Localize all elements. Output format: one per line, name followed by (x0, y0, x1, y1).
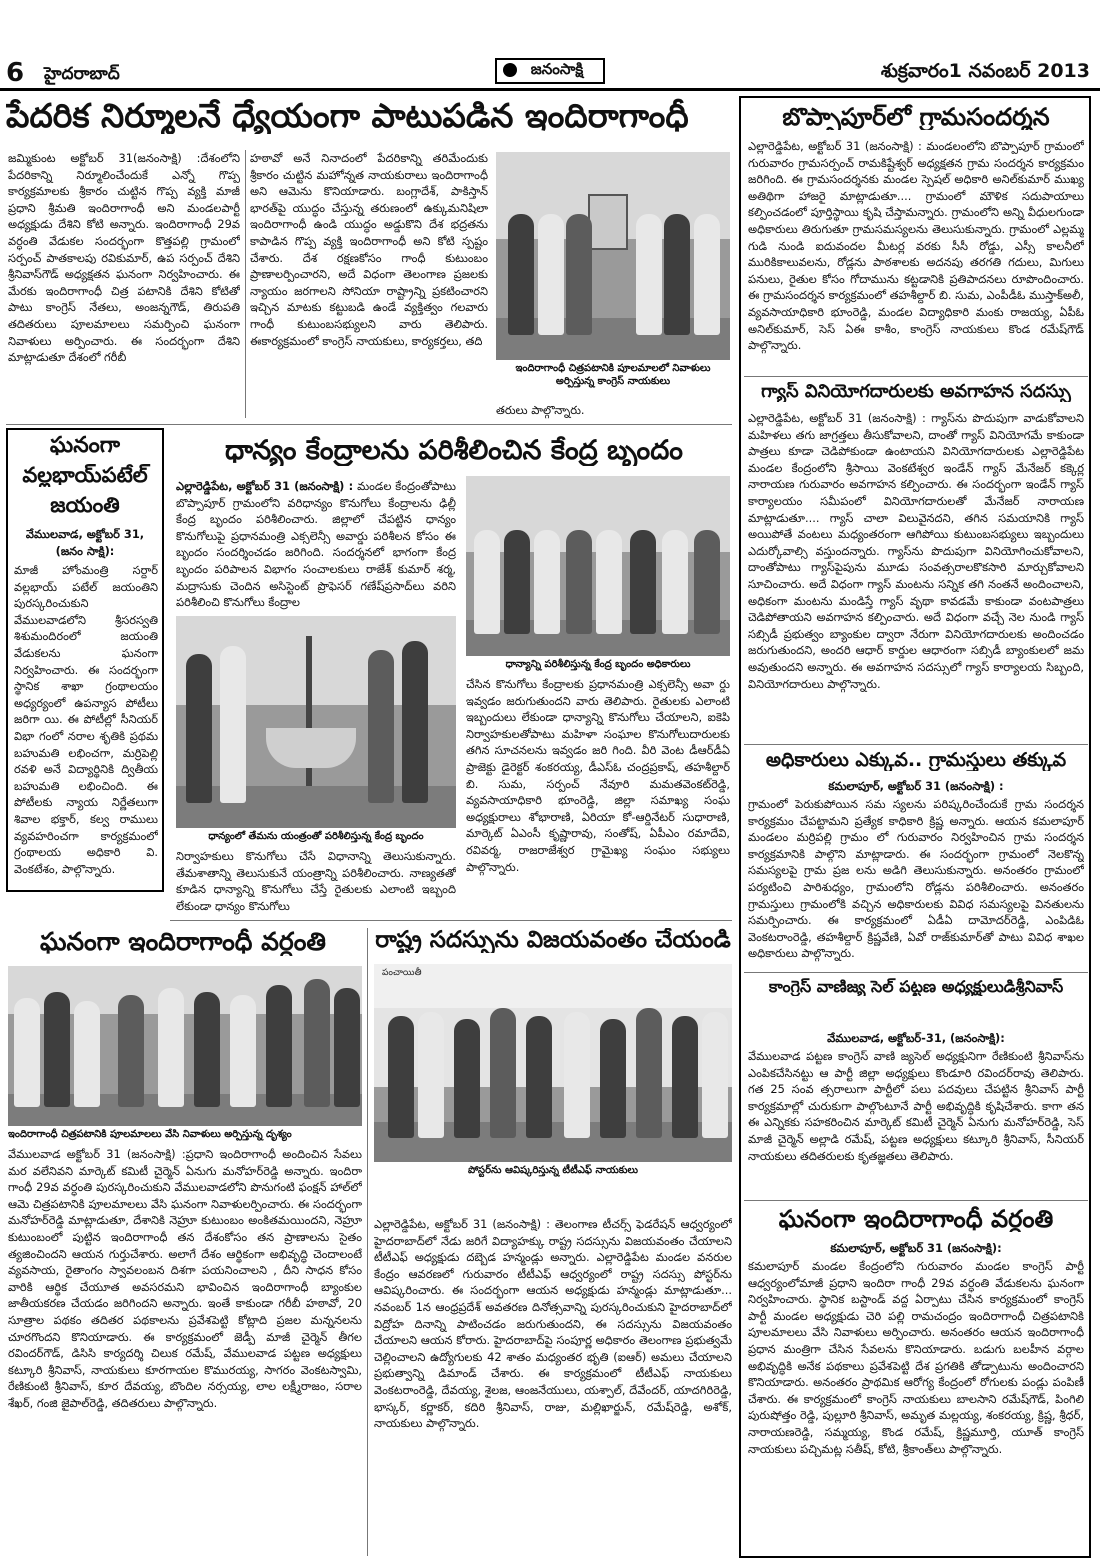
portrait-frame (588, 194, 628, 250)
congress-byline: వేములవాడ, అక్టోబర్-31, (జనంసాక్షి): (827, 1031, 1005, 1045)
column-divider (367, 928, 368, 1556)
lead-photo-caption: ఇందిరాగాంధీ చిత్రపటానికి పూలమాలలో నివాళులు అర్పిస్తున్న కాంగ్రెస్ నాయకులు (515, 363, 711, 387)
grain-headline: ధాన్యం కేంద్రాలను పరిశీలించిన కేంద్ర బృందం (225, 436, 683, 466)
anniv-headline: ఘనంగా ఇందిరాగాంధీ వర్ధంతి (40, 928, 326, 956)
patel-headline-3: జయంతి (50, 494, 120, 517)
issue-date: శుక్రవారం1 నవంబర్ 2013 (880, 60, 1090, 82)
kamalapur-byline: కమలాపూర్, అక్టోబర్ 31 (జనంసాక్షి): (830, 1241, 1002, 1255)
patel-body: మాజీ హోంమంత్రి సర్దార్ వల్లభాయ్ పటేల్ జయంతిని పురస్కరించుకుని వేములవాడలోని శ్రీసరస్వతి శిశుమందిరంలో జయంతి వేడుకలను ఘనంగా నిర్వహించారు. ఈ సందర్భంగా స్థానిక శాఖా గ్రంథాలయం అధ్యర్యంలో ఉపన్యాస పోటీలు జరిగా యి. ఈ పోటీల్లో సీనియర్ విభా గంలో నరాల శృతికి ప్రథమ బహుమతి లభించగా, మర్రిపెల్లి రవళి అనే విద్యార్థినికి ద్వితీయ బహుమతి లభించింది. ఈ పోటీలకు న్యాయ నిర్ణేతలుగా శివాల భక్తార్, కల్వ రాములు వ్యవహరించగా కార్యక్రమంలో గ్రంథాలయ అధికారి వి. వెంకటేశం, పాల్గొన్నారు. (14, 563, 158, 876)
rally-body: ఎల్లారెడ్డిపేట, అక్టోబర్ 31 (జనంసాక్షి) : తెలంగాణ టీచర్స్ ఫెడరేషన్ ఆధ్వర్యంలో హైదరాబాద్‌లో నేడు జరిగే విద్యాహక్కు రాష్ట్ర సదస్సును విజయవంతం చేయాలని టీటీఎఫ్ అధ్యక్షుడు దబ్బెడ హన్మండ్లు అన్నారు. ఎల్లారెడ్డిపేట మండల వనరుల కేంద్రం ఆవరణలో గురువారం టీటీఎఫ్ ఆధ్వర్యంలో రాష్ట్ర సదస్సు పోస్టర్‌ను ఆవిష్కరించారు. ఈ సందర్భంగా ఆయన అధ్యక్షుడు హన్మండ్లు మాట్లాడుతూ... నవంబర్ 1న ఆంధ్రప్రదేశ్ అవతరణ దినోత్సవాన్ని పురస్కరించుకుని హైదరాబాద్‌లో విద్రోహ దినాన్ని పాటించడం జరుగుతుందని, ఈ సదస్సును విజయవంతం చేయాలని ఆయన కోరారు. హైదరాబాద్‌పై సంపూర్ణ అధికారం తెలంగాణ ప్రభుత్వమే చెల్లించాలని ఉద్యోగులకు 42 శాతం మధ్యంతర భృతి (ఐఆర్) అమలు చేయాలని ప్రభుత్వాన్ని డిమాండ్ చేశారు. ఈ కార్యక్రమంలో టీటీఎఫ్ నాయకులు వెంకటరాంరెడ్డి, దేవయ్య, శైలజ, ఆంజనేయులు, యశ్పాల్, దేవేందర్, యాదగిరిరెడ్డి, భాస్కర్, కర్ణాకర్, కదిరి శ్రీనివాస్, రాజు, మల్లిఖార్జున్, రమేష్‌రెడ్డి, అశోక్, నాయకులు పాల్గొన్నారు. (374, 1217, 732, 1431)
grain-photo-2-caption: ధాన్యంలో తేమను యంత్రంతో పరిశీలిస్తున్న కేంద్ర బృందం (208, 831, 424, 842)
grain-col1-tail: నిర్వాహకులు కొనుగోలు చేసే విధానాన్ని తెలుసుకున్నారు. తేమశాతాన్ని తెలుసుకునే యంత్రాన్ని పరిశీలించారు. నాణ్యతతో కూడిన ధాన్యాన్ని కొనుగోలు చేస్తే రైతులకు ఎలాంటి ఇబ్బంది లేకుండా ధాన్యం కొనుగోలు (176, 849, 456, 913)
patel-byline: వేములవాడ, అక్టోబర్ 31, (జనం సాక్షి): (25, 527, 145, 558)
patel-headline-2: వల్లభాయ్‌పటేల్ (22, 464, 148, 487)
lead-photo (496, 152, 730, 360)
column-divider (245, 150, 246, 418)
rally-headline: రాష్ట్ర సదస్సును విజయవంతం చేయండి (375, 928, 731, 953)
lead-col1: జమ్మికుంట అక్టోబర్ 31(జనంసాక్షి) :దేశంలోని పేదరికాన్ని నిర్మూలించేందుకే ఎన్నో గొప్ప కార్యక్రమాలకు శ్రీకారం చుట్టిన గొప్ప వ్యక్తి మాజీ ప్రధాని శ్రీమతి ఇందిరాగాంధీ అని మండలపార్టీ అధ్యక్షుడు దేశిని కోటి అన్నారు. ఇందిరాగాంధీ 29వ వర్ధంతి వేడుకల సందర్భంగా కొత్తపల్లి గ్రామంలో సర్పంచ్ పాతకాలపు రవికుమార్, ఉప సర్పంచ్ దేశిని శ్రీనివాస్‌గౌడ్ అధ్యక్షతన ఘనంగా నిర్వహించారు. ఈ మేరకు ఇందిరాగాంధీ చిత్ర పటానికి దేశిని కోటితో పాటు కాంగ్రెస్ నేతలు, అంజన్నగౌడ్, తిరుపతి తదితరులు పూలమాలలు సమర్పించి ఘనంగా నివాళులు అర్పించారు. ఈ సందర్భంగా దేశిని మాట్లాడుతూ దేశంలో గరీబీ (8, 151, 240, 365)
anniv-photo (8, 966, 362, 1126)
grain-col1: మండల కేంద్రంతోపాటు బొప్పాపూర్ గ్రామంలోని వరిధాన్యం కొనుగోలు కేంద్రాలను ఢిల్లీ కేంద్ర బృందం పరిశీలించారు. జిల్లాలో చేపట్టిన ధాన్యం కొనుగోలుపై ప్రధానమంత్రి ఎక్సలెన్సీ అవార్డు పరిశీలన కోసం ఈ బృందం సందర్శించడం జరిగింది. సందర్శనలో భాగంగా కేంద్ర బృందం పరిపాలన విభాగం సంచాలకులు రాజేశ్ కుమార్ శర్మ, మద్రాసుకు చెందిన అసిస్టెంట్ ప్రొఫెసర్ గణేష్‌ప్రసాద్‌లు వరిని పరిశీలించి కొనుగోలు కేంద్రాల (176, 479, 456, 610)
grain-photo-1 (466, 476, 730, 656)
grain-byline: ఎల్లారెడ్డిపేట, అక్టోబర్ 31 (జనంసాక్షి) : (176, 479, 354, 493)
masthead-rule (0, 88, 1100, 91)
lead-col3-tail: తరులు పాల్గొన్నారు. (496, 403, 585, 417)
weighing-bowl (266, 728, 356, 768)
section-divider (6, 424, 732, 425)
section-divider (170, 920, 732, 921)
building-sign: పంచాయితీ (382, 968, 422, 978)
kamalapur-body: కమలాపూర్ మండల కేంద్రంలోని గురువారం మండల కాంగ్రెస్ పార్టీ ఆధ్వర్యంలోమాజీ ప్రధాని ఇందిరా గాంధీ 29వ వర్ధంతి వేడుకలను ఘనంగా నిర్వహించారు. స్థానిక బస్టాండ్ వద్ద ఏర్పాటు చేసిన కార్యక్రమంలో కాంగ్రెస్ పార్టీ మండల అధ్యక్షుడు చెరి పల్లి రామచంద్రం ఇందిరాగాంధీ చిత్రపటానికి పూలమాలలు వేసి నివాళులు అర్పించారు. అనంతరం ఆయన ఇందిరాగాంధీ ప్రధాన మంత్రిగా చేసిన సేవలను కొనియాడారు. బడుగు బలహీన వర్గాల అభివృద్ధికి అనేక పథకాలు ప్రవేశపెట్టి దేశ ప్రగతికి తోడ్పాటును అందించారని కొనియాడారు. అనంతరం ప్రాథమిక ఆరోగ్య కేంద్రంలో రోగులకు పండ్లు పంపిణీ చేశారు. ఈ కార్యక్రమంలో కాంగ్రెస్ నాయకులు బాలసాని రమేష్‌గౌడ్, పింగిలి పురుషోత్తం రెడ్డి, పుల్లూరి శ్రీనివాస్, అమృత మల్లయ్య, శంకరయ్య, క్రిష్ణ, శ్రీధర్, నారాయణరెడ్డి, సమ్మయ్య, కొండ రమేష్, క్రిష్ణమూర్తి, యూత్ కాంగ్రెస్ నాయకులు పచ్చిమట్ల సతీష్, కోటి, శ్రీకాంత్‌లు పాల్గొన్నారు. (748, 1259, 1084, 1456)
page-number: 6 (6, 58, 25, 88)
bop-body: ఎల్లారెడ్డిపేట, అక్టోబర్ 31 (జనంసాక్షి) : మండలంలోని బొప్పాపూర్ గ్రామంలో గురువారం గ్రామసర్పంచ్ రామకిష్టేశ్వర్ అధ్యక్షతన గ్రామ సందర్శన కార్యక్రమం జరిగింది. ఈ గ్రామసందర్శనకు మండల స్పెషల్ అధికారి అనిల్‌కుమార్ ముఖ్య అతిథిగా హాజరై మాట్లాడుతూ.... గ్రామంలో మౌళిక సదుపాయాలు కల్పించడంలో పూర్తిస్థాయి కృషి చేస్తామన్నారు. గ్రామంలోని అన్ని వీధులగుండా అధికారులు తిరుగుతూ గ్రామసమస్యలను తెలుసుకున్నారు. గ్రామంలో ఎల్లమ్మ గుడి నుండి ఐదువందల మీటర్ల వరకు సీసీ రోడ్డు, ఎస్సీ కాలనీలో మురికికాలువలను, రోడ్లను పాఠశాలకు అదనపు తరగతి గదులు, మిగులు పనులు, రైతుల కోసం గోదామును కట్టడానికి ప్రతిపాదనలు రూపొందించారు. ఈ గ్రామసందర్శన కార్యక్రమంలో తహశీల్దార్ బి. సుమ, ఎంపీడీఓ ముస్తాక్‌అలీ, వ్యవసాయాధికారి భూంరెడ్డి, మండల విద్యాధికారి మంకు రాజయ్య, ఏపీఓ అనిల్‌కుమార్, సెస్ ఏఈ కాశీం, కాంగ్రెస్ నాయకులు కొండ రమేష్‌గౌడ్ పాల్గొన్నారు. (748, 139, 1084, 353)
section-divider (744, 1200, 1088, 1201)
section-divider (744, 744, 1088, 745)
grain-photo-2 (176, 616, 456, 828)
grain-photo-1-caption: ధాన్యాన్ని పరిశీలిస్తున్న కేంద్ర బృందం అధికారులు (505, 659, 691, 670)
section-divider (744, 972, 1088, 973)
edition-city: హైదరాబాద్ (44, 64, 120, 84)
officials-headline: అధికారులు ఎక్కువ.. గ్రామస్తులు తక్కువ (765, 750, 1067, 771)
gas-headline: గ్యాస్ వినియోగదారులకు అవగాహన సదస్సు (761, 382, 1071, 402)
gas-body: ఎల్లారెడ్డిపేట, అక్టోబర్ 31 (జనంసాక్షి) : గ్యాస్‌ను పొదుపుగా వాడుకోవాలని మహిళలు తగు జాగ్రత్తలు తీసుకోవాలని, దాంతో గ్యాస్ వినియోగమే కాకుండా పాత్రలు కూడా చెడిపోకుండా ఉంటాయని వినియోగదారులకు ఎల్లారెడ్డిపేట మండల కేంద్రంలోని శ్రీసాయి వెంకటేశ్వర ఇండేన్ గ్యాస్ మేనేజర్ కక్కెర్ల నారాయణ గురువారం అవగాహన కల్పించారు. ఈ సందర్భంగా ఇండేన్ గ్యాస్ కార్యాలయం సమీపంలో వినియోగదారులతో మేనేజర్ నారాయణ మాట్లాడుతూ.... గ్యాస్ చాలా విలువైనదని, తగిన సమయానికి గ్యాస్ అయిపోతే వంటలు మధ్యంతరంగా ఆగిపోయి కుటుంబసభ్యులు ఇబ్బందులు ఎదుర్కోవాల్సి వస్తుందన్నారు. గ్యాస్‌ను పొదుపుగా వినియోగించుకోవాలని, దాంతోపాటు గ్యాస్‌పైపును మూడు సంవత్సరాలకొకసారి మార్చుకోవాలని సూచించారు. అదే విధంగా గ్యాస్ మంటను సన్నిక తగి నంతనే అందించాలని, అధికంగా మంటను మండిస్తే గ్యాస్ వృథా కావడమే కాకుండా వంటపాత్రలు చెడిపోతాయని అవగాహన కల్పించారు. అదే విధంగా వచ్చే నెల నుండి గ్యాస్ సబ్సిడీ ప్రభుత్వం బ్యాంకుల ద్వారా నేరుగా వినియోగదారులకు అందించడం జరుగుతుందని, అందరి ఆధార్ కార్డుల ఆధారంగా సబ్సిడీ బ్యాంకులలో జమ అవుతుందని అన్నారు. ఈ అవగాహన సదస్సులో గ్యాస్ కార్యాలయ సిబ్బంది, వినియోగదారులు పాల్గొన్నారు. (748, 411, 1084, 691)
lead-headline: పేదరిక నిర్మూలనే ధ్యేయంగా పాటుపడిన ఇందిరాగాంధీ (6, 98, 689, 135)
bop-headline: బొప్పాపూర్‌లో గ్రామసందర్శన (782, 104, 1050, 131)
lead-col2: హఠావో అనే నినాదంలో పేదరికాన్ని తరిమేందుకు శ్రీకారం చుట్టిన మహోన్నత నాయకురాలు ఇందిరాగాంధీ అని ఆమెను కొనియాడారు. బంగ్లాదేశ్, పాకిస్తాన్ భారత్‌పై యుద్ధం చేస్తున్న తరుణంలో ఉక్కుమనిషిలా ఇందిరాగాంధీ ఉండి యుద్ధం అడ్డుకొని దేశ భద్రతను కాపాడిన గొప్ప వ్యక్తి ఇందిరాగాంధీ అని కోటి స్పష్టం చేశారు. దేశ రక్షణకోసం గాంధీ కుటుంబం ప్రాణాలర్పించారని, అదే విధంగా తెలంగాణ ప్రజలకు న్యాయం జరగాలని సోనియా రాష్ట్రాన్ని ప్రకటించారని ఇచ్చిన మాటకు కట్టుబడి ఉండే వ్యక్తిత్వం గలవారు గాంధీ కుటుంబసభ్యులని వారు తెలిపారు. ఈకార్యక్రమంలో కాంగ్రెస్ నాయకులు, కార్యకర్తలు, తది (250, 151, 488, 348)
rally-photo (374, 964, 732, 1162)
anniv-body: వేములవాడ అక్టోబర్ 31 (జనంసాక్షి) :ప్రధాని ఇందిరాగాంధీ అందించిన సేవలు మర వలేనివని మార్కెట్ కమిటీ చైర్మెన్ ఏనుగు మనోహర్‌రెడ్డి అన్నారు. ఇందిరా గాంధీ 29వ వర్ధంతి పురస్కరించుకుని వేములవాడలోని పొనుగంటి ఫంక్షన్ హాల్‌లో ఆమె చిత్రపటానికి పూలమాలలు వేసి ఘనంగా నివాళులర్పించారు. ఈ సందర్భంగా మనోహర్‌రెడ్డి మాట్లాడుతూ, దేశానికి నెహ్రూ కుటుంబం అంకితమయిందని, నెహ్రూ కుటుంబంలో పుట్టిన ఇందిరాగాంధీ తన దేశంకోసం తన ప్రాణాలను సైతం త్యజించిందని ఆయన గుర్తుచేశారు. అలాగే దేశం ఆర్థికంగా అభివృద్ధి చెందాలంటే వ్యవసాయ, రైతాంగం స్వావలంబన దిశగా పయనించాలని , దీని సాధన కోసం వారికి ఆర్థిక చేయూత అవసరమని భావించిన ఇందిరాగాంధీ బ్యాంకుల జాతీయకరణ చేయడం జరిగిందని అన్నారు. ఇంతే కాకుండా గరీబీ హఠావో, 20 సూత్రాల పథకం తదితర పథకాలను ప్రవేశపెట్టి కోట్లాది ప్రజల మన్ననలను చూరగొందని కొనియాడారు. ఈ కార్యక్రమంలో జెడ్పీ మాజీ చైర్మెన్ తీగల రవిందర్‌గౌడ్, డిసిసి కార్యదర్శి చిలుక రమేష్, వేములవాడ పట్టణ అధ్యక్షులు కట్కూరి శ్రీనివాస్, నాయకులు కూరగాయల కొమురయ్య, సాగరం వెంకటస్వామి, రేణికుంటి శ్రీనివాస్, కూర దేవయ్య, బొందిల నర్సయ్య, లాల లక్ష్మీరాజం, సరాల శేఖర్, గంజి జైపాల్‌రెడ్డి, తదితరులు పాల్గొన్నారు. (8, 1147, 362, 1410)
section-divider (744, 376, 1088, 377)
rally-photo-caption: పోస్టర్‌ను ఆవిష్కరిస్తున్న టీటీఎఫ్ నాయకులు (467, 1165, 639, 1176)
patel-headline-1: ఘనంగా (49, 434, 121, 458)
masthead (0, 0, 1100, 92)
anniv-photo-caption: ఇందిరాగాంధీ చిత్రపటానికి పూలమాలలు వేసి నివాళులు అర్పిస్తున్న దృశ్యం (8, 1129, 292, 1140)
kamalapur-headline: ఘనంగా ఇందిరాగాంధీ వర్ధంతి (778, 1206, 1054, 1233)
congress-headline: కాంగ్రెస్ వాణిజ్య సెల్ పట్టణ అధ్యక్షులుడిశ్రీనివాస్ (768, 978, 1064, 996)
newspaper-logo (495, 58, 605, 84)
officials-byline: కమలాపూర్, అక్టోబర్ 31 (జనంసాక్షి) : (828, 779, 1004, 793)
officials-body: గ్రామంలో పెరుకుపోయిన సమ స్యలను పరిష్కరించేందుకే గ్రామ సందర్శన కార్యక్రమం చేపట్టామని ప్రత్యేక కాధికారి క్రిష్ణ అన్నారు. ఆయన కమలాపూర్ మండలం మర్రిపల్లి గ్రామం లో గురువారం నిర్వహించిన గ్రామ సందర్శన కార్యక్రమానికి పాల్గొని మాట్లాడారు. ఈ సందర్భంగా గ్రామంలో నెలకొన్న సమస్యలపై గ్రామ ప్రజ లను అడిగి తెలుసుకున్నారు. అనంతరం గ్రామంలో పర్యటించి పారిశుధ్యం, గ్రామంలోని రోడ్లను పరిశీలించారు. అనంతరం గ్రామస్తులు గ్రామంలోకి వచ్చిన అధికారులకు వివిధ సమస్యలపై వినతులను సమర్పించారు. ఈ కార్యక్రమంలో ఏడీఏ దామోదర్‌రెడ్డి, ఎంపిడిఓ వెంకటరాంరెడ్డి, తహశీల్దార్ క్రిష్ణవేణి, ఏవో రాజ్‌కుమార్‌తో పాటు వివిధ శాఖల అధికారులు పాల్గొన్నారు. (748, 797, 1084, 961)
congress-body: వేములవాడ పట్టణ కాంగ్రెస్ వాణి జ్యసెల్ అధ్యక్షునిగా రేణికుంటి శ్రీనివాస్‌ను ఎంపికచేసినట్టు ఆ పార్టీ జిల్లా అధ్యక్షులు కొండూరి రవిందర్‌రావు తెలిపారు. గత 25 సంవ త్సరాలుగా పార్టీలో పలు పదవులు చేపట్టిన శ్రీనివాస్ పార్టీ కార్యక్రమాల్లో చురుకుగా పాల్గొంటూనే పార్టీ అభివృద్ధికి కృషిచేశారు. కాగా తన ఈ ఎన్నికకు సహకరించిన మార్కెట్ కమిటీ చైర్మెన్ ఏనుగు మనోహర్‌రెడ్డి, సెస్ మాజీ చైర్మెన్ అల్లాడి రమేష్, పట్టణ అధ్యక్షులు కట్కూరి శ్రీనివాస్, సీనియర్ నాయకులు తదితరులకు కృతజ్ఞతలు తెలిపారు. (748, 1049, 1084, 1163)
grain-col2: చేసిన కొనుగోలు కేంద్రాలకు ప్రధానమంత్రి ఎక్సలెన్సీ అవా ర్డు ఇవ్వడం జరుగుతుందని వారు తెలిపారు. రైతులకు ఎలాంటి ఇబ్బందులు లేకుండా ధాన్యాన్ని కొనుగోలు చేయాలని, ఐకెపి నిర్వాహకులతోపాటు మహిళా సంఘాల కొనుగోలుదారులకు తగిన సూచనలను ఇవ్వడం జరి గింది. వీరి వెంట డీఆర్‌డీఏ ప్రాజెక్టు డైరెక్టర్ శంకరయ్య, డీఎస్ఓ చంద్రప్రకాష్, తహశీల్దార్ బి. సుమ, సర్పంచ్ నేవూరి మమతవెంకట్‌రెడ్డి, వ్యవసాయాధికారి భూంరెడ్డి, జిల్లా సమాఖ్య సంఘ అధ్యక్షురాలు శోభారాణి, ఏరియా కో-ఆర్డినేటర్ సుధారాణి, మార్కెట్ ఏఎంసీ కృష్ణారావు, సంతోష్, ఏపీఎం రమాదేవి, రవివర్మ, రాజరాజేశ్వర గ్రామైఖ్య సంఘం సభ్యులు పాల్గొన్నారు. (466, 677, 730, 874)
logo-text: జనంసాక్షి (530, 60, 584, 78)
